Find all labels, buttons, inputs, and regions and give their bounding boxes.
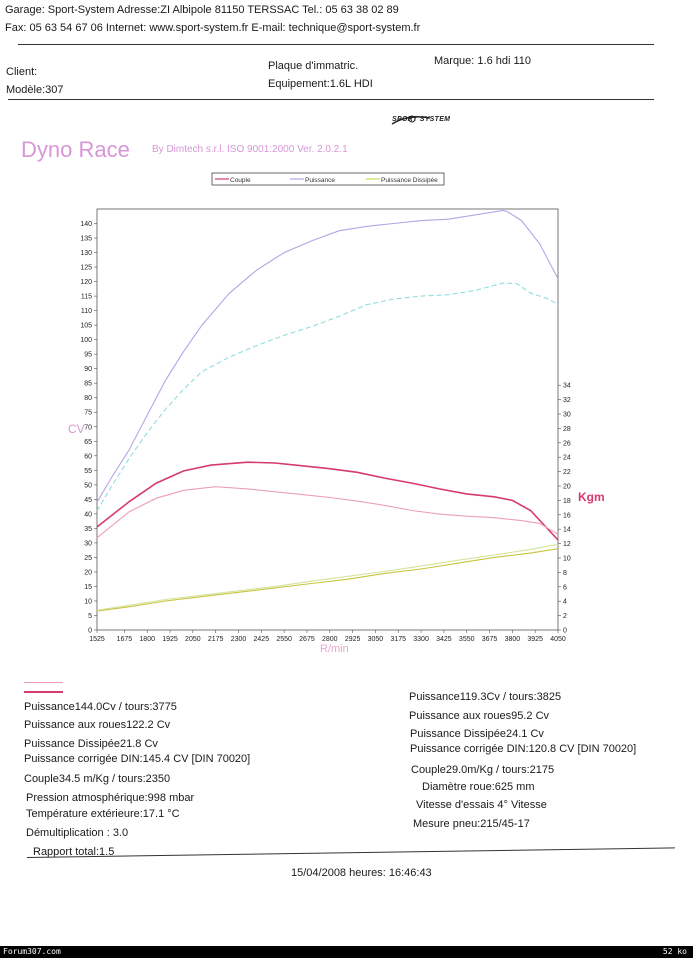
y-right-tick-label: 12 [563, 541, 571, 549]
x-tick-label: 2050 [185, 636, 201, 643]
vehicle-divider [8, 99, 654, 100]
y-right-tick-label: 2 [563, 613, 567, 621]
x-tick-label: 1675 [116, 636, 133, 643]
y-left-tick-label: 115 [80, 293, 92, 301]
y-axis-right-label: Kgm [578, 490, 605, 504]
y-right-tick-label: 26 [563, 440, 571, 448]
y-right-tick-label: 28 [563, 425, 571, 433]
y-left-tick-label: 50 [84, 482, 92, 490]
run2-swatch [24, 682, 63, 683]
y-right-tick-label: 10 [563, 555, 571, 563]
y-left-tick-label: 20 [84, 569, 92, 577]
x-tick-label: 2175 [207, 636, 224, 643]
x-tick-label: 3425 [436, 636, 452, 643]
dyno-chart [0, 165, 693, 660]
y-left-tick-label: 90 [84, 366, 92, 374]
equipement-value: Equipement:1.6L HDI [268, 78, 373, 90]
legend-label-1: Puissance [305, 177, 335, 184]
x-tick-label: 3300 [413, 636, 429, 643]
result-right-diametre: Diamètre roue:625 mm [422, 781, 535, 793]
y-right-tick-label: 6 [563, 584, 567, 592]
logo-text: SPORT SYSTEM [392, 116, 451, 123]
y-left-tick-label: 55 [84, 467, 92, 475]
y-left-tick-label: 45 [84, 496, 92, 504]
y-left-tick-label: 10 [84, 598, 92, 606]
y-right-tick-label: 16 [563, 512, 571, 520]
y-left-tick-label: 60 [84, 453, 92, 461]
result-right-vitesse: Vitesse d'essais 4° Vitesse [416, 799, 547, 811]
y-right-tick-label: 32 [563, 397, 571, 405]
y-left-tick-label: 75 [84, 409, 92, 417]
forum-site-label: Forum307.com [3, 947, 61, 956]
run1-swatch [24, 691, 63, 693]
y-left-tick-label: 0 [88, 627, 92, 635]
y-left-tick-label: 25 [84, 554, 92, 562]
y-right-tick-label: 20 [563, 483, 571, 491]
file-size-label: 52 ko [662, 947, 687, 956]
y-right-tick-label: 22 [563, 469, 571, 477]
x-tick-label: 4050 [550, 636, 566, 643]
x-tick-label: 1800 [139, 636, 155, 643]
x-axis-label: R/min [320, 643, 349, 655]
y-left-tick-label: 130 [80, 250, 92, 258]
result-right-roues: Puissance aux roues95.2 Cv [409, 710, 550, 722]
result-left-temperature: Température extérieure:17.1 °C [26, 808, 180, 820]
y-right-tick-label: 24 [563, 454, 571, 462]
footer-divider [27, 847, 675, 858]
client-label: Client: [6, 66, 38, 78]
plaque-label: Plaque d'immatric. [268, 60, 359, 72]
result-right-pneu: Mesure pneu:215/45-17 [413, 818, 530, 830]
y-left-tick-label: 85 [84, 380, 92, 388]
x-tick-label: 3550 [458, 636, 475, 643]
y-right-tick-label: 0 [563, 627, 567, 635]
result-left-pression: Pression atmosphérique:998 mbar [26, 792, 195, 804]
result-left-rapport: Rapport total:1.5 [33, 846, 115, 858]
sport-system-logo [390, 112, 460, 133]
plot-area [97, 209, 558, 630]
y-left-tick-label: 120 [80, 279, 92, 287]
x-tick-label: 3925 [527, 636, 543, 643]
y-left-tick-label: 70 [84, 424, 92, 432]
result-left-puissance: Puissance144.0Cv / tours:3775 [24, 701, 177, 713]
legend-label-2: Puissance Dissipée [381, 177, 438, 184]
x-tick-label: 3800 [504, 636, 521, 643]
x-tick-label: 2925 [344, 636, 361, 643]
x-tick-label: 1525 [89, 636, 105, 643]
contact-info-line: Fax: 05 63 54 67 06 Internet: www.sport-system.fr E-mail: technique@sport-system.fr [5, 22, 421, 34]
result-right-couple: Couple29.0m/Kg / tours:2175 [411, 764, 555, 776]
result-left-demultiplication: Démultiplication : 3.0 [26, 827, 129, 839]
y-left-tick-label: 100 [80, 337, 92, 345]
y-right-tick-label: 18 [563, 497, 571, 505]
result-left-roues: Puissance aux roues122.2 Cv [24, 719, 171, 731]
app-subtitle: By Dimtech s.r.l. ISO 9001:2000 Ver. 2.0.2.1 [152, 144, 348, 155]
modele-value: Modèle:307 [6, 84, 64, 96]
y-left-tick-label: 110 [80, 308, 92, 316]
y-left-tick-label: 80 [84, 395, 92, 403]
x-tick-label: 1925 [162, 636, 178, 643]
forum-footer-bar [0, 946, 693, 958]
x-tick-label: 3675 [481, 636, 498, 643]
y-left-tick-label: 140 [80, 221, 92, 229]
y-right-tick-label: 4 [563, 598, 567, 606]
y-left-tick-label: 135 [80, 235, 92, 243]
report-datetime: 15/04/2008 heures: 16:46:43 [291, 867, 432, 879]
x-tick-label: 3175 [390, 636, 407, 643]
result-right-puissance: Puissance119.3Cv / tours:3825 [409, 691, 562, 703]
y-axis-left-label: CV [68, 422, 85, 436]
app-title: Dyno Race [21, 137, 130, 162]
x-tick-label: 2675 [299, 636, 315, 643]
chart-legend [212, 173, 444, 185]
x-tick-label: 3050 [367, 636, 384, 643]
y-right-tick-label: 30 [563, 411, 571, 419]
y-left-tick-label: 125 [80, 264, 92, 272]
y-left-tick-label: 35 [84, 525, 92, 533]
x-tick-label: 2300 [230, 636, 247, 643]
result-right-corrigee: Puissance corrigée DIN:120.8 CV [DIN 70020] [410, 743, 637, 755]
y-left-tick-label: 105 [80, 322, 92, 330]
y-left-tick-label: 15 [84, 583, 92, 591]
y-left-tick-label: 5 [88, 612, 92, 620]
result-right-dissipee: Puissance Dissipée24.1 Cv [410, 728, 544, 740]
result-left-corrigee: Puissance corrigée DIN:145.4 CV [DIN 70020] [24, 753, 251, 765]
y-right-tick-label: 14 [563, 526, 571, 534]
x-tick-label: 2550 [276, 636, 292, 643]
x-tick-label: 2425 [253, 636, 270, 643]
result-left-dissipee: Puissance Dissipée21.8 Cv [24, 738, 158, 750]
y-right-tick-label: 8 [563, 569, 567, 577]
header-divider [18, 44, 654, 45]
marque-value: Marque: 1.6 hdi 110 [434, 55, 532, 67]
y-right-tick-label: 34 [563, 382, 571, 390]
y-left-tick-label: 30 [84, 540, 92, 548]
y-left-tick-label: 40 [84, 511, 92, 519]
legend-label-0: Couple [230, 177, 251, 184]
result-left-couple: Couple34.5 m/Kg / tours:2350 [24, 773, 171, 785]
y-left-tick-label: 65 [84, 438, 92, 446]
x-tick-label: 2800 [321, 636, 338, 643]
y-left-tick-label: 95 [84, 351, 92, 359]
garage-info-line: Garage: Sport-System Adresse:ZI Albipole 81150 TERSSAC Tel.: 05 63 38 02 89 [5, 4, 399, 16]
